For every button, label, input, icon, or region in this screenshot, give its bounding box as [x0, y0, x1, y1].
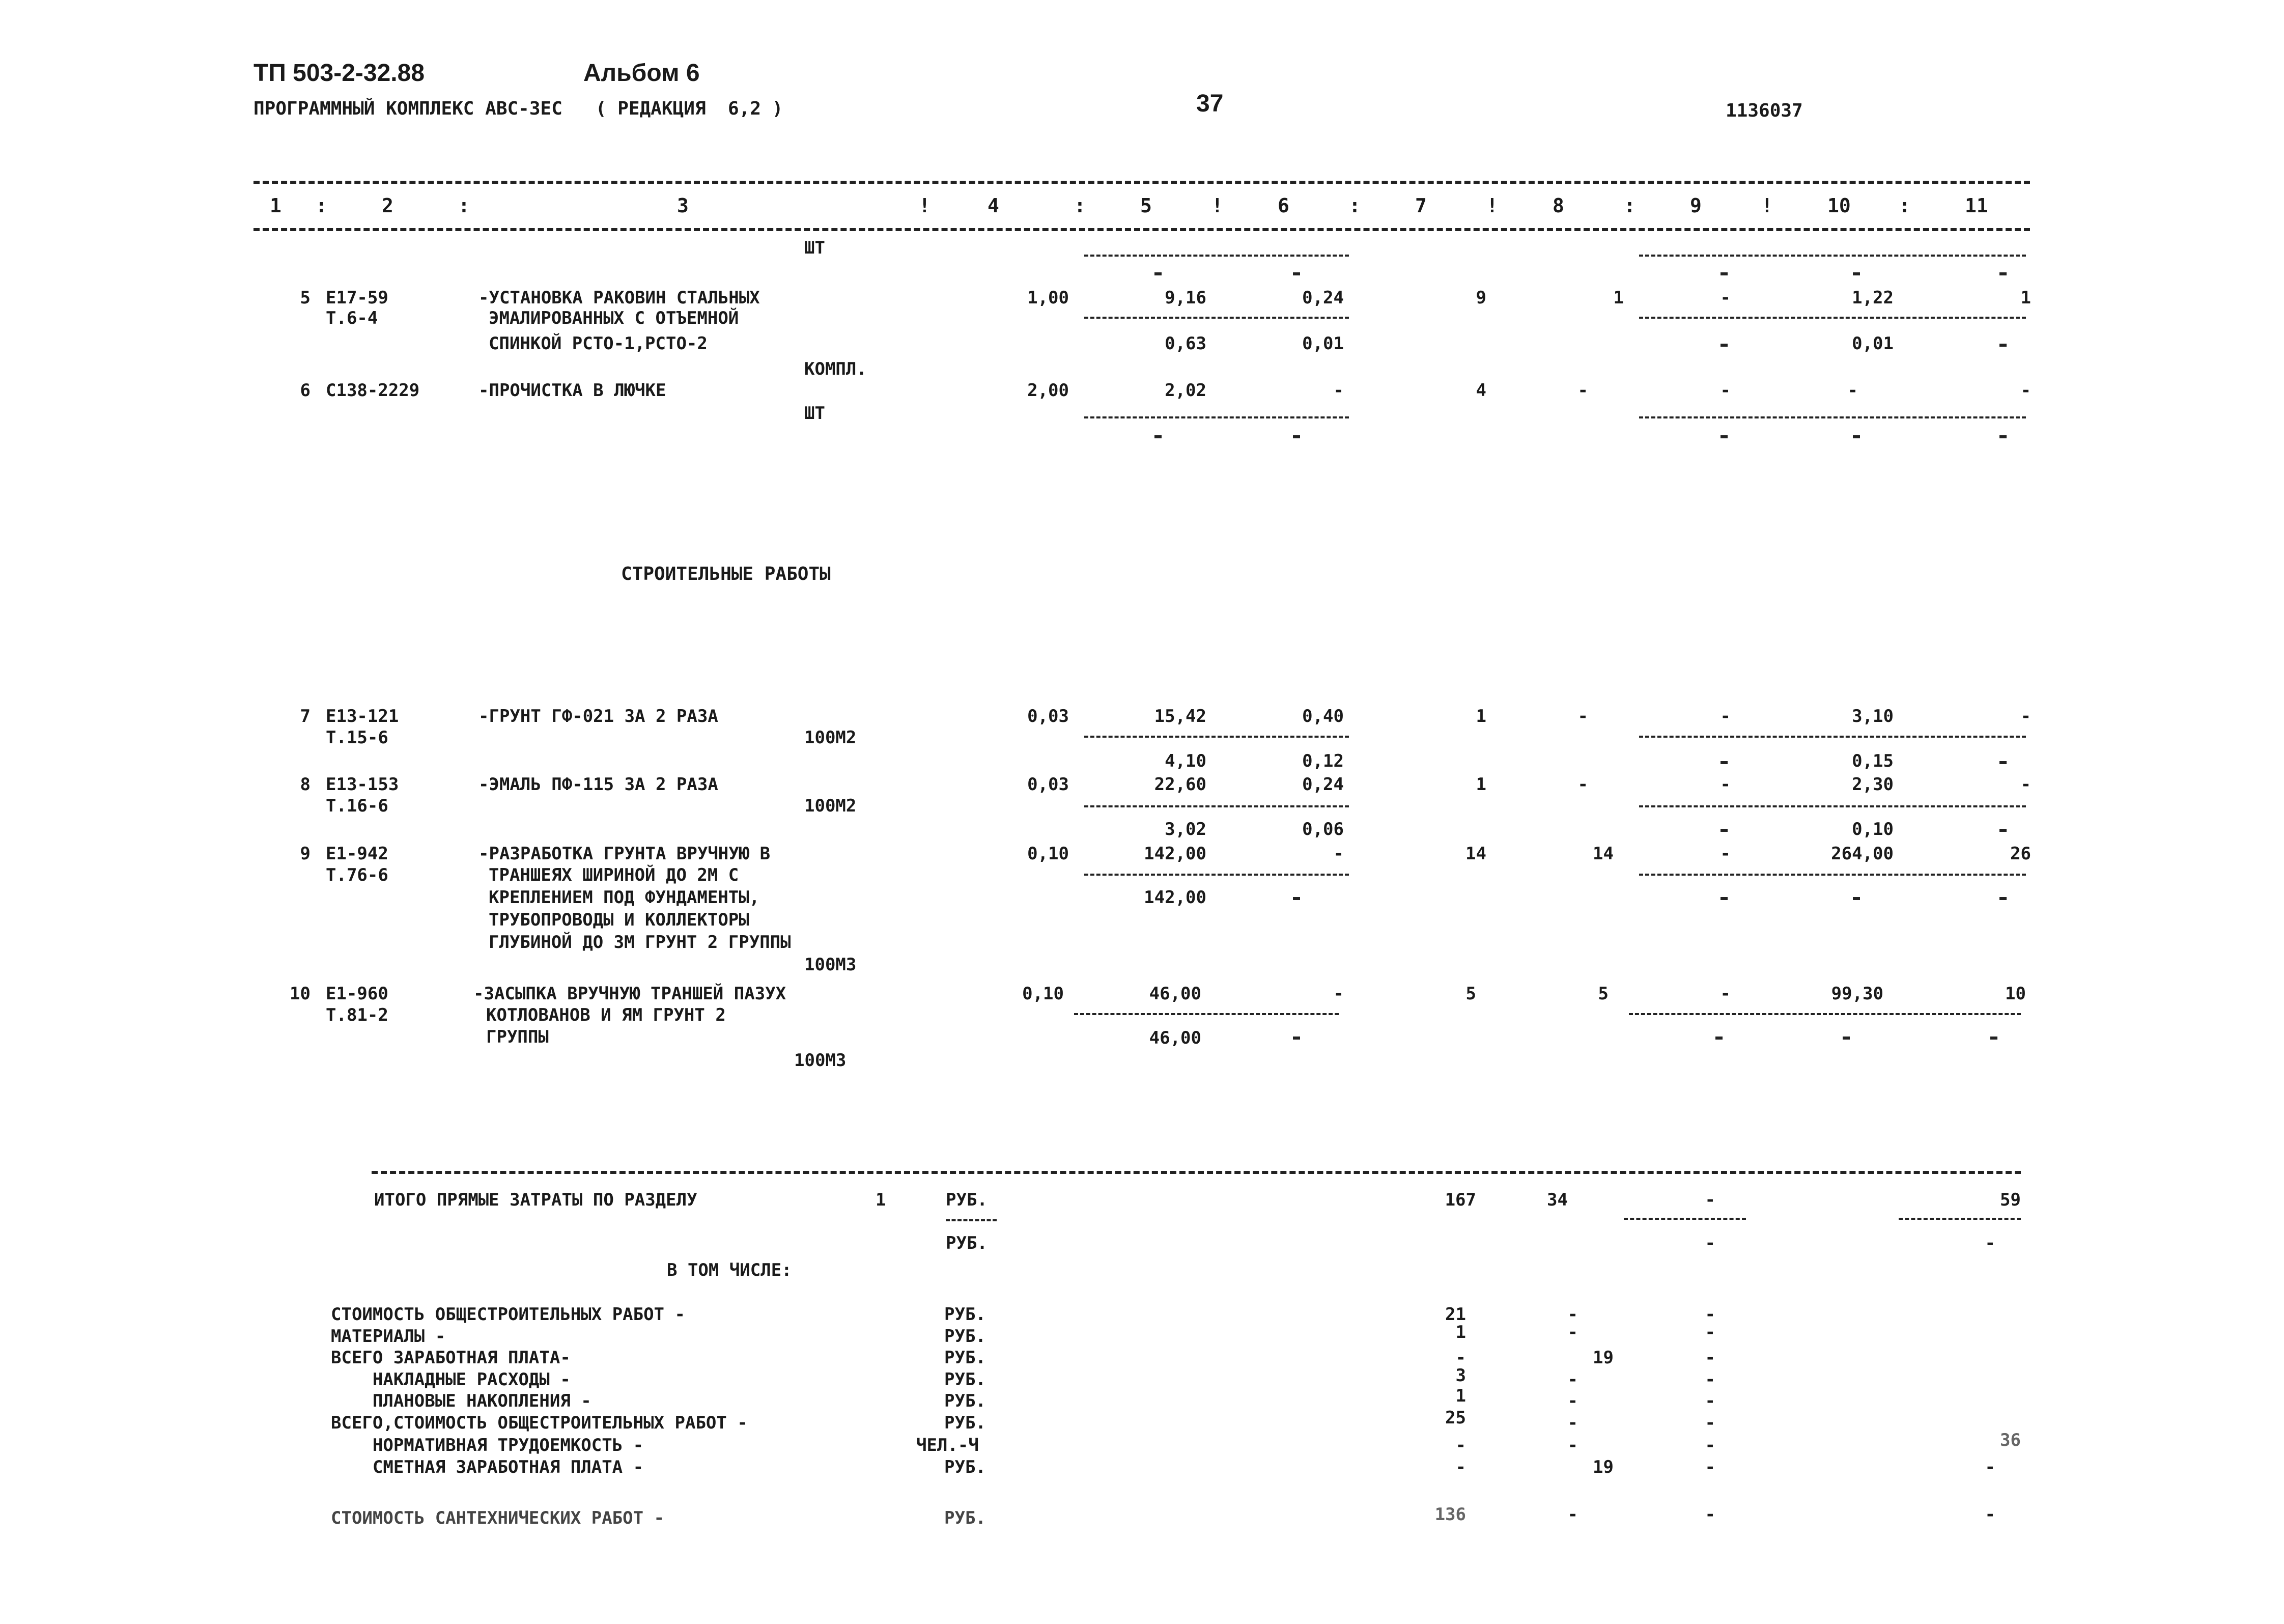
totals-labor: 59: [2000, 1190, 2021, 1210]
column-separator: :: [1899, 194, 1910, 217]
breakdown-wages: 19: [1593, 1457, 1614, 1477]
page-number: 37: [1196, 90, 1224, 117]
breakdown-machines: -: [1705, 1348, 1715, 1368]
column-separator: :: [1349, 194, 1361, 217]
column-separator: :: [316, 194, 327, 217]
breakdown-unit: РУБ.: [944, 1413, 986, 1433]
labor-hours: 99,30: [1831, 984, 1883, 1004]
unit-cost-wages: 0,63: [1165, 333, 1206, 354]
breakdown-cost: 3: [1455, 1365, 1466, 1386]
breakdown-label: НОРМАТИВНАЯ ТРУДОЕМКОСТЬ -: [331, 1435, 644, 1455]
column-separator: !: [1486, 194, 1498, 217]
breakdown-unit: РУБ.: [944, 1369, 986, 1390]
breakdown-machines: -: [1705, 1413, 1715, 1433]
rate-table: Т.81-2: [326, 1005, 388, 1025]
breakdown-label: ПЛАНОВЫЕ НАКОПЛЕНИЯ -: [331, 1391, 591, 1411]
row-unit: 100М2: [804, 727, 857, 748]
unit-cost-wages: 4,10: [1165, 751, 1206, 771]
labor-hours-machines: 0,10: [1852, 819, 1894, 839]
work-description: -ПРОЧИСТКА В ЛЮЧКЕ: [478, 380, 666, 401]
work-description: -ЭМАЛЬ ПФ-115 ЗА 2 РАЗА: [478, 774, 718, 795]
column-separator: !: [1761, 194, 1773, 217]
labor-hours-machines: 0,01: [1852, 333, 1894, 354]
subtotal-rule: [1629, 1013, 2021, 1015]
empty-value: [1293, 272, 1300, 275]
empty-value: [1853, 897, 1860, 900]
empty-value: [1721, 897, 1728, 900]
total-wages: 14: [1593, 844, 1614, 864]
empty-value: [1721, 344, 1728, 347]
row-number: 6: [300, 380, 311, 401]
column-separator: :: [1624, 194, 1636, 217]
column-header: 1: [270, 194, 281, 217]
total-cost: 5: [1465, 984, 1476, 1004]
unit-cost-machines-wages: 0,12: [1302, 751, 1344, 771]
totals-machines-wages: -: [1705, 1233, 1715, 1253]
row-number: 9: [300, 844, 311, 864]
unit-cost-machines: 0,40: [1302, 706, 1344, 726]
column-header: 9: [1690, 194, 1702, 217]
breakdown-cost: 25: [1445, 1408, 1466, 1428]
unit-cost-machines: 0,24: [1302, 774, 1344, 795]
total-machines: -: [1720, 380, 1731, 401]
empty-value: [1721, 761, 1728, 764]
work-description: -ЗАСЫПКА ВРУЧНУЮ ТРАНШЕЙ ПАЗУХ: [473, 984, 786, 1004]
column-header: 4: [988, 194, 999, 217]
totals-unit: РУБ.: [946, 1233, 988, 1253]
unit-cost-wages: 46,00: [1149, 1028, 1201, 1048]
breakdown-unit: РУБ.: [944, 1391, 986, 1411]
quantity: 0,03: [1027, 706, 1069, 726]
totals-machines: -: [1705, 1190, 1715, 1210]
breakdown-labor: -: [1985, 1504, 1995, 1525]
subtotal-rule: [1899, 1218, 2021, 1220]
empty-value: [1293, 897, 1300, 900]
total-cost: 9: [1476, 288, 1486, 308]
unit-cost-machines: -: [1333, 380, 1344, 401]
breakdown-wages: -: [1567, 1504, 1578, 1525]
breakdown-machines: -: [1705, 1391, 1715, 1411]
total-wages: -: [1577, 774, 1588, 795]
breakdown-machines: -: [1705, 1504, 1715, 1525]
column-separator: :: [458, 194, 470, 217]
total-machines: -: [1720, 706, 1731, 726]
empty-value: [1293, 1037, 1300, 1040]
work-description: -ГРУНТ ГФ-021 ЗА 2 РАЗА: [478, 706, 718, 726]
table-top-rule: [253, 181, 2030, 184]
breakdown-unit: РУБ.: [944, 1304, 986, 1325]
total-wages: 1: [1613, 288, 1624, 308]
work-description: СПИНКОЙ РСТО-1,РСТО-2: [489, 333, 708, 354]
breakdown-unit: РУБ.: [944, 1348, 986, 1368]
breakdown-machines: -: [1705, 1435, 1715, 1455]
rate-code: Е13-121: [326, 706, 399, 726]
row-unit: 100М3: [804, 955, 857, 975]
subtotal-rule: [1639, 255, 2026, 257]
unit-cost-machines-wages: 0,06: [1302, 819, 1344, 839]
breakdown-cost: 1: [1455, 1322, 1466, 1342]
unit-cost: 9,16: [1165, 288, 1206, 308]
column-header: 6: [1278, 194, 1289, 217]
total-machines: -: [1720, 774, 1731, 795]
quantity: 0,10: [1027, 844, 1069, 864]
subtotal-rule: [1639, 416, 2026, 418]
total-wages: -: [1577, 706, 1588, 726]
subtotal-rule: [1639, 874, 2026, 876]
total-labor: -: [2020, 380, 2031, 401]
empty-value: [1293, 435, 1300, 438]
labor-hours-machines: 0,15: [1852, 751, 1894, 771]
totals-section-number: 1: [876, 1190, 886, 1210]
work-description: -УСТАНОВКА РАКОВИН СТАЛЬНЫХ: [478, 288, 760, 308]
row-number: 7: [300, 706, 311, 726]
subtotal-rule: [1639, 805, 2026, 807]
unit-cost-machines-wages: 0,01: [1302, 333, 1344, 354]
unit-cost-machines: -: [1333, 984, 1344, 1004]
breakdown-wages: -: [1567, 1435, 1578, 1455]
including-label: В ТОМ ЧИСЛЕ:: [667, 1260, 792, 1280]
unit-cost-machines: 0,24: [1302, 288, 1344, 308]
rate-code: Е1-942: [326, 844, 388, 864]
rate-code: Е13-153: [326, 774, 399, 795]
totals-label: ИТОГО ПРЯМЫЕ ЗАТРАТЫ ПО РАЗДЕЛУ: [374, 1190, 697, 1210]
empty-value: [1999, 272, 2007, 275]
rate-table: Т.16-6: [326, 796, 388, 816]
quantity: 0,03: [1027, 774, 1069, 795]
document-id: 1136037: [1726, 100, 1803, 121]
column-header: 11: [1965, 194, 1988, 217]
work-description: КРЕПЛЕНИЕМ ПОД ФУНДАМЕНТЫ,: [489, 887, 760, 908]
breakdown-unit: РУБ.: [944, 1326, 986, 1347]
total-labor: 26: [2010, 844, 2031, 864]
total-labor: -: [2020, 706, 2031, 726]
section-title: СТРОИТЕЛЬНЫЕ РАБОТЫ: [621, 564, 831, 584]
subtotal-rule: [1084, 317, 1349, 319]
total-wages: -: [1577, 380, 1588, 401]
column-header: 3: [677, 194, 689, 217]
quantity: 2,00: [1027, 380, 1069, 401]
row-number: 5: [300, 288, 311, 308]
breakdown-label: ВСЕГО,СТОИМОСТЬ ОБЩЕСТРОИТЕЛЬНЫХ РАБОТ -: [331, 1413, 748, 1433]
breakdown-label: СТОИМОСТЬ ОБЩЕСТРОИТЕЛЬНЫХ РАБОТ -: [331, 1304, 685, 1325]
column-header: 10: [1827, 194, 1851, 217]
labor-hours: 264,00: [1831, 844, 1894, 864]
work-description: ГРУППЫ: [486, 1027, 549, 1047]
subtotal-rule: [1084, 874, 1349, 876]
total-labor: -: [2020, 774, 2031, 795]
empty-value: [1721, 435, 1728, 438]
breakdown-cost: -: [1455, 1457, 1466, 1477]
column-header: 7: [1415, 194, 1427, 217]
unit-cost: 15,42: [1154, 706, 1206, 726]
unit-cost: 142,00: [1144, 844, 1206, 864]
subtotal-rule: [1639, 736, 2026, 738]
breakdown-label: НАКЛАДНЫЕ РАСХОДЫ -: [331, 1369, 571, 1390]
column-separator: !: [919, 194, 930, 217]
row-unit: ШТ: [804, 403, 825, 424]
total-labor: 10: [2005, 984, 2026, 1004]
total-labor: 1: [2020, 288, 2031, 308]
column-header: 2: [382, 194, 393, 217]
breakdown-label: МАТЕРИАЛЫ -: [331, 1326, 446, 1347]
breakdown-label: СТОИМОСТЬ САНТЕХНИЧЕСКИХ РАБОТ -: [331, 1508, 665, 1528]
rate-table: Т.15-6: [326, 727, 388, 748]
labor-hours: 2,30: [1852, 774, 1894, 795]
breakdown-wages: -: [1567, 1413, 1578, 1433]
work-description: ГЛУБИНОЙ ДО 3М ГРУНТ 2 ГРУППЫ: [489, 932, 791, 953]
work-description: ТРАНШЕЯХ ШИРИНОЙ ДО 2М С: [489, 865, 739, 885]
breakdown-unit: ЧЕЛ.-Ч: [916, 1435, 979, 1455]
totals-unit: РУБ.: [946, 1190, 988, 1210]
breakdown-wages: 19: [1593, 1348, 1614, 1368]
breakdown-cost: -: [1455, 1435, 1466, 1455]
breakdown-machines: -: [1705, 1322, 1715, 1342]
breakdown-wages: -: [1567, 1369, 1578, 1390]
breakdown-label: СМЕТНАЯ ЗАРАБОТНАЯ ПЛАТА -: [331, 1457, 644, 1477]
breakdown-cost: 136: [1434, 1504, 1466, 1525]
totals-labor-machines: -: [1985, 1233, 1995, 1253]
empty-value: [1999, 435, 2007, 438]
work-description: ТРУБОПРОВОДЫ И КОЛЛЕКТОРЫ: [489, 910, 749, 930]
empty-value: [1843, 1037, 1850, 1040]
empty-value: [1853, 272, 1860, 275]
work-description: ЭМАЛИРОВАННЫХ С ОТЪЕМНОЙ: [489, 308, 739, 328]
unit-cost-wages: 3,02: [1165, 819, 1206, 839]
empty-value: [1853, 435, 1860, 438]
breakdown-machines: -: [1705, 1457, 1715, 1477]
empty-value: [1715, 1037, 1723, 1040]
subtotal-rule: [1624, 1218, 1746, 1220]
labor-hours: -: [1847, 380, 1858, 401]
unit-cost: 2,02: [1165, 380, 1206, 401]
row-unit: ШТ: [804, 238, 825, 258]
album-label: Альбом 6: [583, 60, 700, 87]
total-cost: 1: [1476, 706, 1486, 726]
rate-code: Е1-960: [326, 984, 388, 1004]
program-line: ПРОГРАММНЫЙ КОМПЛЕКС АВС-ЗЕС ( РЕДАКЦИЯ 6,2 ): [253, 98, 783, 119]
total-machines: -: [1720, 984, 1731, 1004]
total-wages: 5: [1598, 984, 1609, 1004]
column-header: 5: [1140, 194, 1152, 217]
labor-hours: 1,22: [1852, 288, 1894, 308]
breakdown-unit: РУБ.: [944, 1508, 986, 1528]
column-header: 8: [1553, 194, 1564, 217]
empty-value: [1999, 761, 2007, 764]
totals-top-rule: [372, 1171, 2021, 1174]
rate-code: С138-2229: [326, 380, 420, 401]
breakdown-labor: -: [1985, 1457, 1995, 1477]
work-description: -РАЗРАБОТКА ГРУНТА ВРУЧНУЮ В: [478, 844, 771, 864]
unit-cost: 22,60: [1154, 774, 1206, 795]
labor-hours: 3,10: [1852, 706, 1894, 726]
row-unit: КОМПЛ.: [804, 359, 867, 379]
empty-value: [1999, 829, 2007, 832]
unit-underline: [946, 1219, 997, 1221]
total-cost: 4: [1476, 380, 1486, 401]
unit-cost-wages: 142,00: [1144, 887, 1206, 908]
row-unit: 100М3: [794, 1050, 847, 1071]
quantity: 0,10: [1022, 984, 1064, 1004]
breakdown-machines: -: [1705, 1369, 1715, 1390]
empty-value: [1721, 829, 1728, 832]
breakdown-wages: -: [1567, 1322, 1578, 1342]
column-separator: !: [1211, 194, 1223, 217]
total-cost: 14: [1465, 844, 1486, 864]
header-bottom-rule: [253, 228, 2030, 231]
breakdown-wages: -: [1567, 1391, 1578, 1411]
empty-value: [1154, 272, 1162, 275]
empty-value: [1990, 1037, 1997, 1040]
unit-cost: 46,00: [1149, 984, 1201, 1004]
subtotal-rule: [1084, 416, 1349, 418]
breakdown-label: ВСЕГО ЗАРАБОТНАЯ ПЛАТА-: [331, 1348, 571, 1368]
row-number: 10: [290, 984, 311, 1004]
document-code: ТП 503-2-32.88: [253, 60, 425, 87]
breakdown-machines: -: [1705, 1304, 1715, 1325]
breakdown-cost: 1: [1455, 1386, 1466, 1406]
breakdown-cost: -: [1455, 1348, 1466, 1368]
unit-cost-machines: -: [1333, 844, 1344, 864]
row-number: 8: [300, 774, 311, 795]
breakdown-cost: 21: [1445, 1304, 1466, 1325]
subtotal-rule: [1084, 255, 1349, 257]
total-machines: -: [1720, 288, 1731, 308]
subtotal-rule: [1639, 317, 2026, 319]
empty-value: [1154, 435, 1162, 438]
subtotal-rule: [1074, 1013, 1339, 1015]
subtotal-rule: [1084, 805, 1349, 807]
breakdown-wages: -: [1567, 1304, 1578, 1325]
rate-table: Т.6-4: [326, 308, 378, 328]
rate-table: Т.76-6: [326, 865, 388, 885]
breakdown-unit: РУБ.: [944, 1457, 986, 1477]
totals-cost: 167: [1445, 1190, 1476, 1210]
breakdown-labor: 36: [2000, 1430, 2021, 1450]
quantity: 1,00: [1027, 288, 1069, 308]
totals-wages: 34: [1547, 1190, 1568, 1210]
total-machines: -: [1720, 844, 1731, 864]
work-description: КОТЛОВАНОВ И ЯМ ГРУНТ 2: [486, 1005, 726, 1025]
column-separator: :: [1074, 194, 1086, 217]
total-cost: 1: [1476, 774, 1486, 795]
empty-value: [1999, 344, 2007, 347]
empty-value: [1721, 272, 1728, 275]
rate-code: Е17-59: [326, 288, 388, 308]
subtotal-rule: [1084, 736, 1349, 738]
empty-value: [1999, 897, 2007, 900]
row-unit: 100М2: [804, 796, 857, 816]
